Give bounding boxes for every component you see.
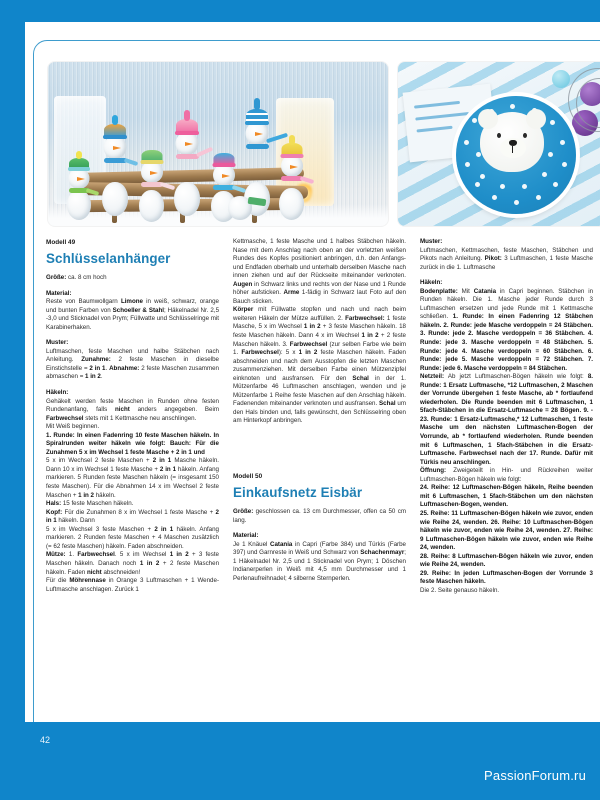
paragraph-spacer [46, 332, 219, 339]
snowman-hat-pompom [254, 98, 260, 110]
snowman-hat-brim [175, 131, 199, 135]
body-paragraph: Körper mit Füllwatte stopfen und nach und nach beim weiteren Häkeln der Mütze auffüllen. 2. Farbwechsel: 1 feste Masche, 5 x im Wechsel 1 in 2 + 3 feste Maschen häkeln. 18 feste Maschen häkeln. Dann 4 x im Wechsel 1 in 2 + 2 feste Maschen häkeln. 3. Farbwechsel (zur selben Farbe wie beim 1. Farbwechsel): 5 x 1 in 2 feste Maschen häkeln. Faden abschneiden und nach dem Ausstopfen die letzten Maschen zusammenziehen. Mit derselben Farbe einen Mützenzipfel einknoten und ausfransen. Für den Schal in der 1. Mützenfarbe 46 Luftmaschen anschlagen, wenden und je Mützenfarbe 1 Reihe feste Maschen auf den Anschlag häkeln. Fadenenden miteinander verknoten und ausfransen. Schal um den Hals binden und, falls gewünscht, den Schlüsselring oben am Hinterkopf anbringen. [233, 306, 406, 425]
body-paragraph: Größe: ca. 8 cm hoch [46, 274, 107, 281]
snowman-body [102, 182, 128, 216]
body-paragraph: 25. Reihe: 11 Luftmaschen-Bögen häkeln wie zuvor, enden wie Reihe 24, wenden. 26. Reihe: 10 Luftmaschen-Bögen häkeln wie zuvor, enden wie Reihe 24, wenden. 27. Reihe: 9 Luftmaschen-Bögen häkeln wie zuvor, enden wie Reihe 24, wenden. [420, 509, 593, 552]
body-paragraph: Größe: geschlossen ca. 13 cm Durchmesser, offen ca 50 cm lang. [233, 508, 406, 524]
body-paragraph: Hals: 15 feste Maschen häkeln. [46, 500, 134, 508]
bear-eye [497, 133, 501, 138]
snowman-carrot-nose [222, 174, 230, 178]
body-paragraph: Kettmasche, 1 feste Masche und 1 halbes Stäbchen häkeln. Nase mit dem Anschlag nach oben an der vorletzten weißen Rundes des Kopfes positioniert anbringen, d.h. den Anfangs- und Endfaden oberhalb und unterhalb derselben Masche nach innen ziehen und auf der Rückseite miteinander verknoten. Augen in Schwarz links und rechts von der Nase und 1 Runde höher aufsticken. Arme 1-fädig in Schwarz laut Foto auf den Bauch sticken. [233, 238, 407, 305]
body-paragraph: Kopf: Für die Zunahmen 8 x im Wechsel 1 feste Masche + 2 in 1 häkeln. Dann [46, 508, 219, 525]
page-footer [0, 722, 600, 800]
photo-strip [48, 62, 600, 227]
snowman-hat-brim [68, 167, 90, 171]
page-number: 42 [40, 735, 51, 745]
paragraph-spacer [46, 382, 219, 389]
body-paragraph: Netzteil: Ab jetzt Luftmaschen-Bögen häkeln wie folgt: 8. Runde: 1 Ersatz Luftmasche, *12 Luftmaschen, 2 Maschen der Vorrunde übergehen 1 feste Masche, ab * fortlaufend wiederholen. Die Runde beenden mit 6 Luftmaschen, 1 5fach-Stäbchen in die Ersatz-Luftmasche = 28 Bögen. 9. - 23. Runde: 1 Ersatz-Luftmasche,* 12 Luftmaschen, 1 feste Masche um den nächsten Luftmaschen-Bogen der Vorrunde, ab * fortlaufend wiederholen. Runde beenden mit 6 Luftmaschen, 1 5fach-Stäbchen in die Ersatz-Luftmasche. Farbwechsel nach der 17. Runde. Dafür mit Türkis neu anschlingen. [420, 373, 593, 466]
snowman-hat-pompom [289, 135, 295, 145]
snowman-carrot-nose [255, 132, 263, 136]
snowman-body [67, 190, 91, 220]
section-label: Muster: [46, 339, 69, 347]
bear-mouth [512, 146, 513, 153]
polar-bear-face-applique [480, 112, 544, 172]
paragraph-spacer [420, 272, 593, 279]
body-paragraph: Reste von Baumwollgarn Limone in weiß, schwarz, orange und bunten Farben von Schoeller & Stahl; Häkelnadel Nr. 2,5 -3,0 und Sticknadel von Prym; Füllwatte und Schlüsselringe mit Karabinerhaken. [46, 298, 220, 331]
body-paragraph: 5 x im Wechsel 3 feste Maschen + 2 in 1 häkeln. Anfang markieren. 2 Runden feste Maschen + 4 Maschen zusätzlich (= 62 feste Maschen) häkeln. Faden abschneiden. [46, 525, 219, 550]
watermark-passionforum: PassionForum.ru [484, 768, 586, 783]
snowman-figure [170, 116, 204, 216]
body-paragraph: 28. Reihe: 8 Luftmaschen-Bögen häkeln wie zuvor, enden wie Reihe 24, wenden. [420, 552, 593, 569]
snowman-body [139, 190, 164, 222]
body-paragraph: Öffnung: Zweigeteilt in Hin- und Rückreihen weiter Luftmaschen-Bögen häkeln wie folgt: [420, 467, 593, 483]
section-label: Muster: [420, 238, 443, 245]
section-label: Häkeln: [420, 279, 443, 287]
text-column-2 [233, 238, 406, 730]
section-label: Material: [46, 289, 72, 297]
snowman-carrot-nose [113, 146, 121, 150]
text-column-3 [420, 238, 593, 730]
snowman-hat-brim [281, 154, 304, 158]
bear-ear [478, 109, 498, 129]
body-paragraph: 1. Runde: In einen Fadenring 10 feste Maschen häkeln. In Spiralrunden weiter häkeln wie folgt: Bauch: Für die Zunahmen 5 x im Wechsel 1 feste Masche + 2 in 1 und [46, 431, 219, 456]
section-label: Material: [233, 532, 259, 540]
snowman-hat-brim [141, 160, 164, 164]
bear-ear [526, 109, 546, 129]
snowman-hat-brim [103, 135, 127, 139]
body-paragraph: Mit Weiß beginnen. [46, 423, 100, 431]
snowman-hat-brim [245, 121, 269, 125]
snowman-hat-pompom [184, 110, 190, 121]
body-paragraph: Luftmaschen, Kettmaschen, feste Maschen, Stäbchen und Pikots nach Anleitung. Pikot: 3 Luftmaschen, 1 feste Masche zurück in die 1. Luftmasche [420, 246, 593, 271]
paragraph-spacer [233, 525, 406, 532]
snowman-figure [276, 140, 308, 220]
article-heading: Schlüsselanhänger [46, 251, 171, 266]
body-paragraph: Bodenplatte: Mit Catania in Capri beginnen. Stäbchen in Runden häkeln. Die 1. Masche jeder Runde durch 3 Luftmaschen ersetzen und jede Runde mit 1 Kettmasche schließen. 1. Runde: In einen Fadenring 12 Stäbchen häkeln. 2. Runde: jede Masche verdoppeln = 24 Stäbchen. 3. Runde: jede 2. Masche verdoppeln = 36 Stäbchen. 4. Runde: jede 3. Masche verdoppeln = 48 Stäbchen. 5. Runde: jede 4. Masche verdoppeln = 60 Stäbchen. 6. Runde: jede 5. Masche verdoppeln = 72 Stäbchen. 7. Runde: jede 6. Masche verdoppeln = 84 Stäbchen. [420, 287, 594, 372]
bear-eye [523, 133, 527, 138]
body-paragraph: Luftmaschen, feste Maschen und halbe Stäbchen nach Anleitung. Zunahme: 2 feste Maschen in dieselbe Einstichstelle = 2 in 1. Abnahme: 2 feste Maschen zusammen abmaschen = 1 in 2. [46, 347, 219, 381]
body-paragraph: Gehäkelt werden feste Maschen in Runden ohne festen Rundenanfang, falls nicht anders angegeben. Beim Farbwechsel stets mit 1 Kettmasche neu anschlingen. [46, 397, 219, 422]
body-paragraph: 29. Reihe: In jeden Luftmaschen-Bogen der Vorrunde 3 feste Maschen häkeln. [420, 569, 593, 586]
body-paragraph: Für die Möhrennase in Orange 3 Luftmaschen + 1 Wende-Luftmasche anschlagen. Zurück 1 [46, 577, 220, 593]
snowman-hat-pompom [112, 115, 118, 125]
article-heading: Einkaufsnetz Eisbär [233, 485, 363, 501]
snowman-hat-pompom [76, 151, 82, 159]
body-paragraph: 24. Reihe: 12 Luftmaschen-Bögen häkeln, Reihe beenden mit 6 Luftmaschen, 1 5fach-Stäbchen um den nächsten Luftmaschen-Bogen, wenden. [420, 484, 594, 509]
snowman-figure [64, 154, 94, 220]
text-column-1 [46, 238, 219, 730]
snowman-figure-lying [226, 190, 262, 222]
paragraph-spacer [46, 283, 219, 290]
polar-bear-doily [456, 96, 576, 214]
crocheted-snowmen-keyrings-on-log-bench [48, 62, 388, 226]
snowman-body [279, 188, 304, 220]
snowman-carrot-nose [185, 142, 193, 146]
model-number: Modell 49 [46, 239, 76, 246]
snowman-body [174, 182, 200, 216]
section-label: Häkeln: [46, 389, 69, 397]
snowman-hat-brim [213, 163, 236, 167]
model-number: Modell 50 [233, 473, 263, 481]
body-paragraph: 5 x im Wechsel 2 feste Maschen + 2 in 1 Masche häkeln. Dann 10 x im Wechsel 1 feste Masche + 2 in 1 häkeln. Anfang markieren. 5 Runden feste Maschen häkeln (= insgesamt 150 feste Maschen). Für die Abnahmen 14 x im Wechsel 2 feste Maschen + 1 in 2 häkeln. [46, 457, 220, 499]
snowman-carrot-nose [77, 177, 85, 181]
body-paragraph: Mütze: 1. Farbwechsel. 5 x im Wechsel 1 in 2 + 3 feste Maschen häkeln. Danach noch 1 in 2 + 2 feste Maschen häkeln. Faden nicht abschneiden! [46, 551, 220, 576]
section-gap [233, 426, 406, 472]
snowman-carrot-nose [290, 165, 298, 169]
body-paragraph: Je 1 Knäuel Catania in Capri (Farbe 384) und Türkis (Farbe 397) und Garnreste in Weiß und Schwarz von Schachenmayr; 1 Häkelnadel Nr. 2,5 und 1 Sticknadel von Prym; 1 Döschen Indianerperlen in Weiß mit 4,5 mm Durchmesser und 1 Perlenaufreihnadel; 4 silberne Sternperlen. [233, 540, 406, 582]
snowman-scarf [246, 144, 269, 149]
snowman-figure [136, 146, 168, 222]
snowman-carrot-nose [150, 171, 158, 175]
body-paragraph: Die 2. Seite genauso häkeln. [420, 586, 500, 594]
crocheted-polar-bear-shopping-net-pouch [398, 62, 600, 226]
article-columns [46, 238, 594, 730]
snowman-figure [98, 120, 132, 216]
